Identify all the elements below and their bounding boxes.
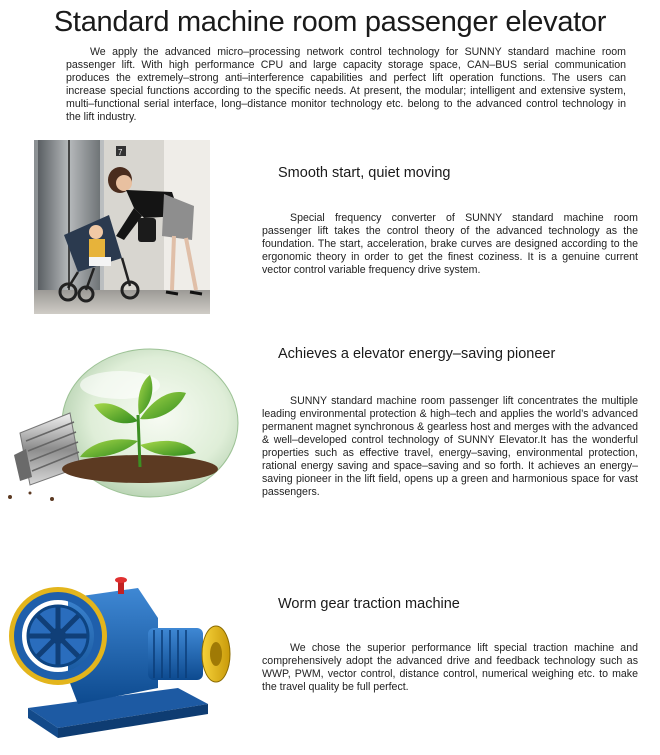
stroller-elevator-photo	[34, 140, 210, 314]
section-body-energy-saving: SUNNY standard machine room passenger lift concentrates the multiple leading environmental protection & high–tech and applies the world’s advanced permanent magnet synchronous & gearless host and merges with the advanced & well–developed control technology of SUNNY Elevator.It has the wonderful properties such as effective travel, energy–saving, environmental protection, rational energy saving and space–saving and so forth. It achieves an energy–saving pioneer in the lift field, opens up a green and harmonious space for vast passengers.	[262, 395, 638, 498]
floor-indicator-text: 7	[118, 148, 123, 157]
lightbulb-plant-photo	[0, 345, 245, 505]
section-heading-worm-gear: Worm gear traction machine	[278, 596, 460, 612]
section-heading-energy-saving: Achieves a elevator energy–saving pioneer	[278, 346, 556, 362]
intro-paragraph: We apply the advanced micro–processing network control technology for SUNNY standard machine room passenger lift. With high performance CPU and large capacity storage space, CAN–BUS serial communication produces the extremely–strong anti–interference capabilities and perfect lift operation functions. The users can increase special functions according to the specific needs. At present, the modular; intelligent and extensive system, multi–functional serial interface, long–distance monitor technology etc. belong to the advanced control technology in the lift industry.	[66, 46, 626, 123]
motor-cylinder	[148, 628, 203, 680]
traction-machine-photo	[8, 558, 238, 738]
section-heading-smooth-start: Smooth start, quiet moving	[278, 165, 451, 181]
section-body-smooth-start: Special frequency converter of SUNNY standard machine room passenger lift takes the control theory of the advanced technology as the foundation. The start, acceleration, brake curves are designed according to the ergonomic theory in order to get the finest coziness. It is a genuine current vector control variable frequency drive system.	[262, 212, 638, 276]
brake-disc-icon	[202, 626, 230, 682]
page-title: Standard machine room passenger elevator	[53, 6, 607, 38]
section-body-worm-gear: We chose the superior performance lift special traction machine and comprehensively adopt the advanced drive and feedback technology such as WWP, PWM, vector control, distance control, numerical weighing etc. to make the travel quality be full perfect.	[262, 642, 638, 693]
